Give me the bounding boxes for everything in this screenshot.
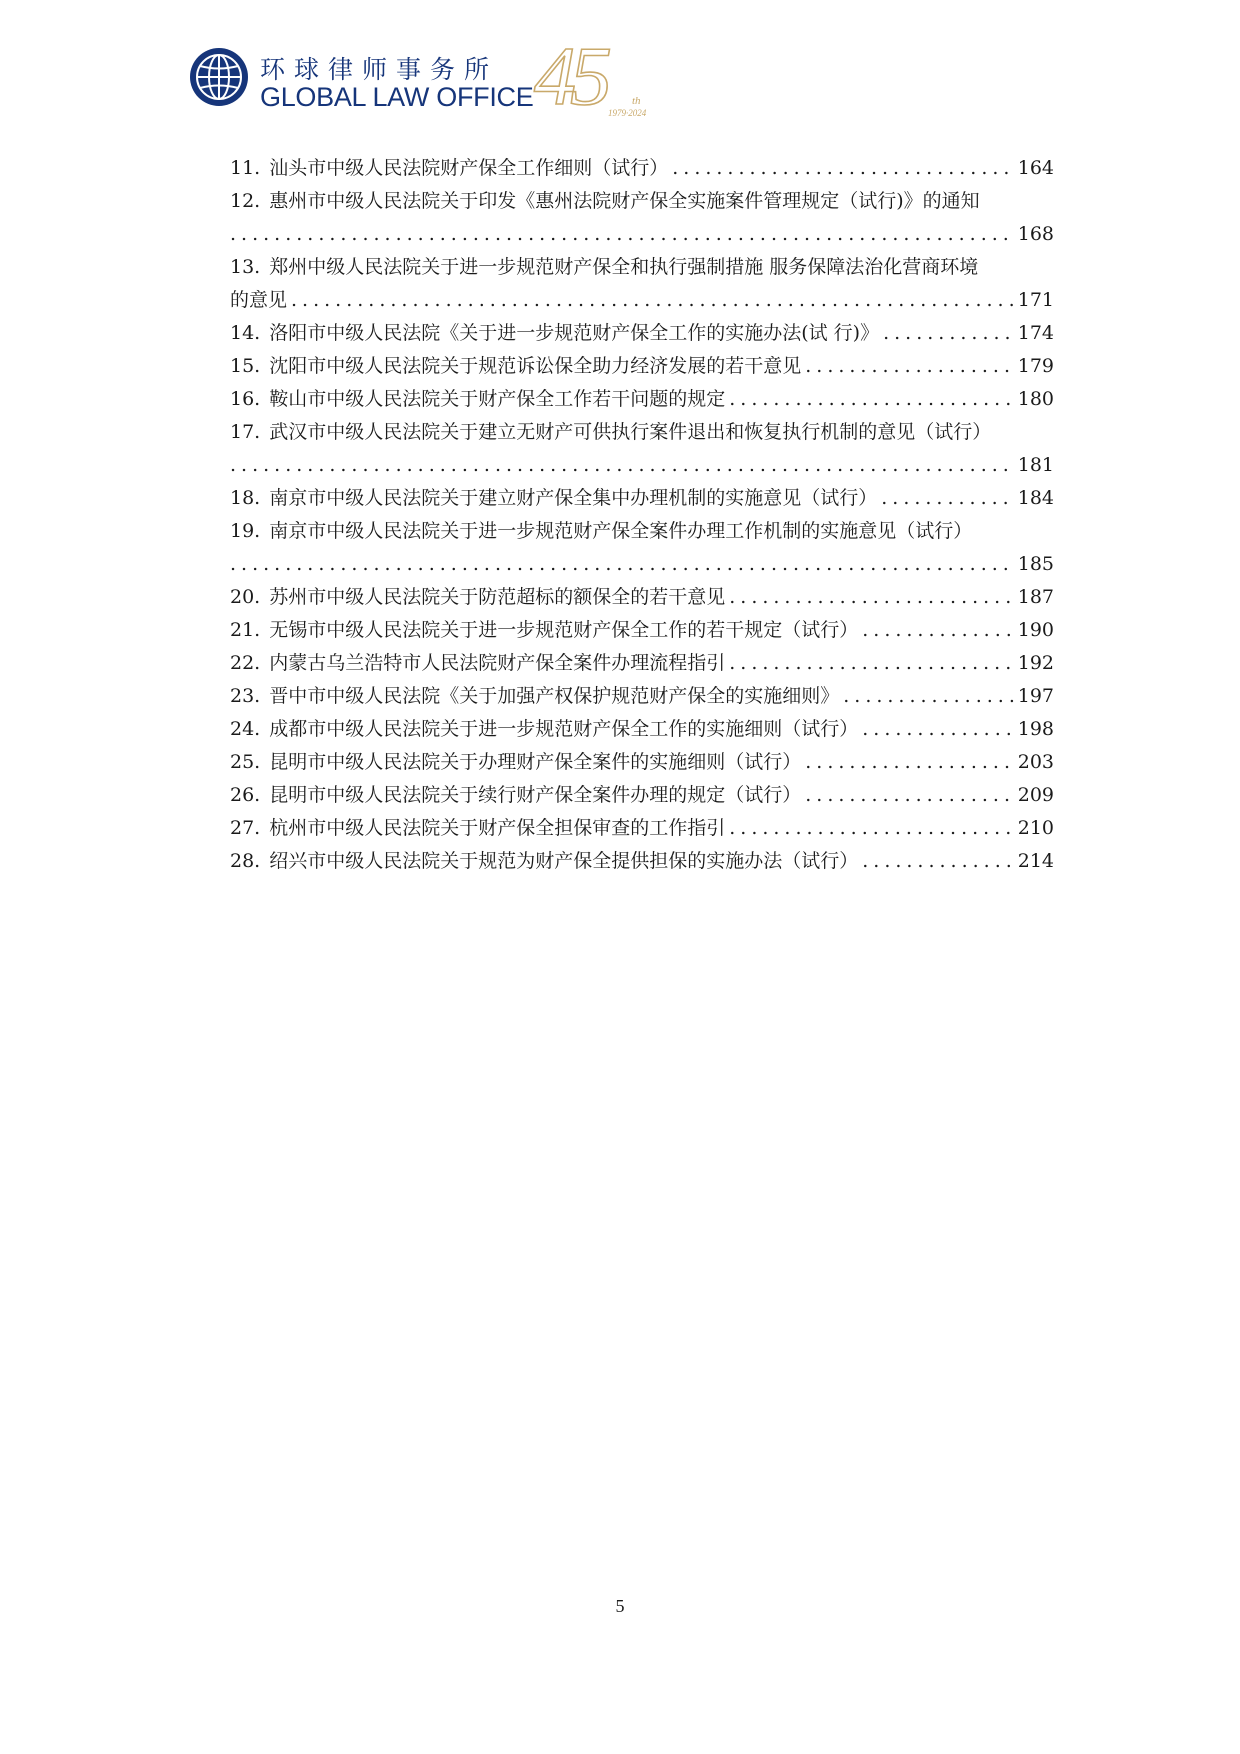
anniversary-suffix: th	[632, 95, 641, 107]
toc-entry-page: 190	[1017, 619, 1054, 641]
dot-leader	[881, 482, 1014, 515]
toc-entry-number: 11.	[230, 157, 261, 179]
toc-entry-number: 18.	[230, 487, 261, 509]
toc-entry-page: 174	[1017, 322, 1054, 344]
toc-entry-number: 22.	[230, 652, 261, 674]
dot-leader	[862, 845, 1014, 878]
globe-logo-icon	[188, 46, 250, 108]
anniversary-years: 1979·2024	[608, 108, 647, 118]
toc-entry-number: 19.	[230, 520, 261, 542]
toc-entry-title: 苏州市中级人民法院关于防范超标的额保全的若干意见	[269, 586, 726, 608]
dot-leader	[729, 647, 1014, 680]
toc-entry-title-continued: 的意见	[230, 289, 288, 311]
anniversary-logo	[528, 34, 668, 118]
toc-entry-page: 168	[1017, 223, 1054, 245]
toc-entry[interactable]	[230, 647, 1054, 680]
page-number: 5	[615, 1596, 625, 1616]
dot-leader	[805, 746, 1014, 779]
toc-entry-page: 214	[1017, 850, 1054, 872]
toc-entry-page: 187	[1017, 586, 1054, 608]
toc-entry-number: 13.	[230, 256, 261, 278]
toc-entry[interactable]	[230, 614, 1054, 647]
toc-entry-number: 27.	[230, 817, 261, 839]
toc-entry[interactable]	[230, 185, 1054, 251]
toc-entry-page: 197	[1017, 685, 1054, 707]
toc-entry-number: 28.	[230, 850, 261, 872]
anniversary-number: 45	[534, 34, 606, 118]
toc-entry-title: 晋中市中级人民法院《关于加强产权保护规范财产保全的实施细则》	[269, 685, 840, 707]
toc-entry-page: 209	[1017, 784, 1054, 806]
toc-entry[interactable]	[230, 713, 1054, 746]
dot-leader	[230, 449, 1014, 482]
dot-leader	[862, 713, 1014, 746]
toc-entry-title: 沈阳市中级人民法院关于规范诉讼保全助力经济发展的若干意见	[269, 355, 802, 377]
toc-entry-title: 武汉市中级人民法院关于建立无财产可供执行案件退出和恢复执行机制的意见（试行）	[269, 421, 992, 443]
dot-leader	[672, 152, 1014, 185]
toc-entry-page: 192	[1017, 652, 1054, 674]
toc-entry-page: 181	[1017, 454, 1054, 476]
toc-entry-title: 惠州市中级人民法院关于印发《惠州法院财产保全实施案件管理规定（试行)》的通知	[269, 190, 980, 212]
firm-name-chinese: 环球律师事务所	[260, 55, 499, 84]
toc-entry-title: 洛阳市中级人民法院《关于进一步规范财产保全工作的实施办法(试 行)》	[269, 322, 880, 344]
toc-entry[interactable]	[230, 779, 1054, 812]
toc-entry-title: 鞍山市中级人民法院关于财产保全工作若干问题的规定	[269, 388, 726, 410]
dot-leader	[883, 317, 1014, 350]
dot-leader	[805, 779, 1014, 812]
toc-entry-title: 成都市中级人民法院关于进一步规范财产保全工作的实施细则（试行）	[269, 718, 859, 740]
dot-leader	[843, 680, 1014, 713]
dot-leader	[729, 383, 1014, 416]
toc-entry-title: 昆明市中级人民法院关于办理财产保全案件的实施细则（试行）	[269, 751, 802, 773]
toc-entry-title: 昆明市中级人民法院关于续行财产保全案件办理的规定（试行）	[269, 784, 802, 806]
toc-entry[interactable]	[230, 746, 1054, 779]
toc-entry-page: 210	[1017, 817, 1054, 839]
dot-leader	[729, 812, 1014, 845]
toc-entry[interactable]	[230, 812, 1054, 845]
toc-entry-title: 汕头市中级人民法院财产保全工作细则（试行）	[269, 157, 669, 179]
toc-entry-number: 24.	[230, 718, 261, 740]
toc-entry[interactable]	[230, 680, 1054, 713]
toc-entry-title: 绍兴市中级人民法院关于规范为财产保全提供担保的实施办法（试行）	[269, 850, 859, 872]
dot-leader	[230, 548, 1014, 581]
toc-entry[interactable]	[230, 152, 1054, 185]
toc-entry[interactable]	[230, 251, 1054, 317]
toc-entry[interactable]	[230, 515, 1054, 581]
toc-entry-number: 17.	[230, 421, 261, 443]
dot-leader	[729, 581, 1014, 614]
toc-entry-page: 179	[1017, 355, 1054, 377]
toc-entry-title: 南京市中级人民法院关于建立财产保全集中办理机制的实施意见（试行）	[269, 487, 878, 509]
toc-entry-number: 23.	[230, 685, 261, 707]
toc-entry-number: 16.	[230, 388, 261, 410]
table-of-contents	[230, 152, 1054, 878]
dot-leader	[805, 350, 1014, 383]
toc-entry-number: 26.	[230, 784, 261, 806]
toc-entry-page: 171	[1017, 289, 1054, 311]
toc-entry-page: 164	[1017, 157, 1054, 179]
toc-entry[interactable]	[230, 482, 1054, 515]
toc-entry-title: 内蒙古乌兰浩特市人民法院财产保全案件办理流程指引	[269, 652, 726, 674]
toc-entry-page: 180	[1017, 388, 1054, 410]
toc-entry[interactable]	[230, 350, 1054, 383]
toc-entry-title: 杭州市中级人民法院关于财产保全担保审查的工作指引	[269, 817, 726, 839]
toc-entry-title: 南京市中级人民法院关于进一步规范财产保全案件办理工作机制的实施意见（试行）	[269, 520, 973, 542]
toc-entry-page: 185	[1017, 553, 1054, 575]
toc-entry-number: 14.	[230, 322, 261, 344]
dot-leader	[862, 614, 1014, 647]
dot-leader	[230, 218, 1014, 251]
toc-entry[interactable]	[230, 383, 1054, 416]
toc-entry[interactable]	[230, 845, 1054, 878]
toc-entry-number: 21.	[230, 619, 261, 641]
firm-name-english: GLOBAL LAW OFFICE	[260, 82, 534, 112]
dot-leader	[291, 284, 1014, 317]
toc-entry-number: 20.	[230, 586, 261, 608]
toc-entry-number: 12.	[230, 190, 261, 212]
toc-entry-number: 25.	[230, 751, 261, 773]
toc-entry-page: 198	[1017, 718, 1054, 740]
toc-entry-title: 无锡市中级人民法院关于进一步规范财产保全工作的若干规定（试行）	[269, 619, 859, 641]
toc-entry-number: 15.	[230, 355, 261, 377]
toc-entry-title: 郑州中级人民法院关于进一步规范财产保全和执行强制措施 服务保障法治化营商环境	[269, 256, 979, 278]
toc-entry[interactable]	[230, 581, 1054, 614]
page-header	[188, 34, 668, 118]
toc-entry-page: 203	[1017, 751, 1054, 773]
toc-entry-page: 184	[1017, 487, 1054, 509]
toc-entry[interactable]	[230, 416, 1054, 482]
toc-entry[interactable]	[230, 317, 1054, 350]
